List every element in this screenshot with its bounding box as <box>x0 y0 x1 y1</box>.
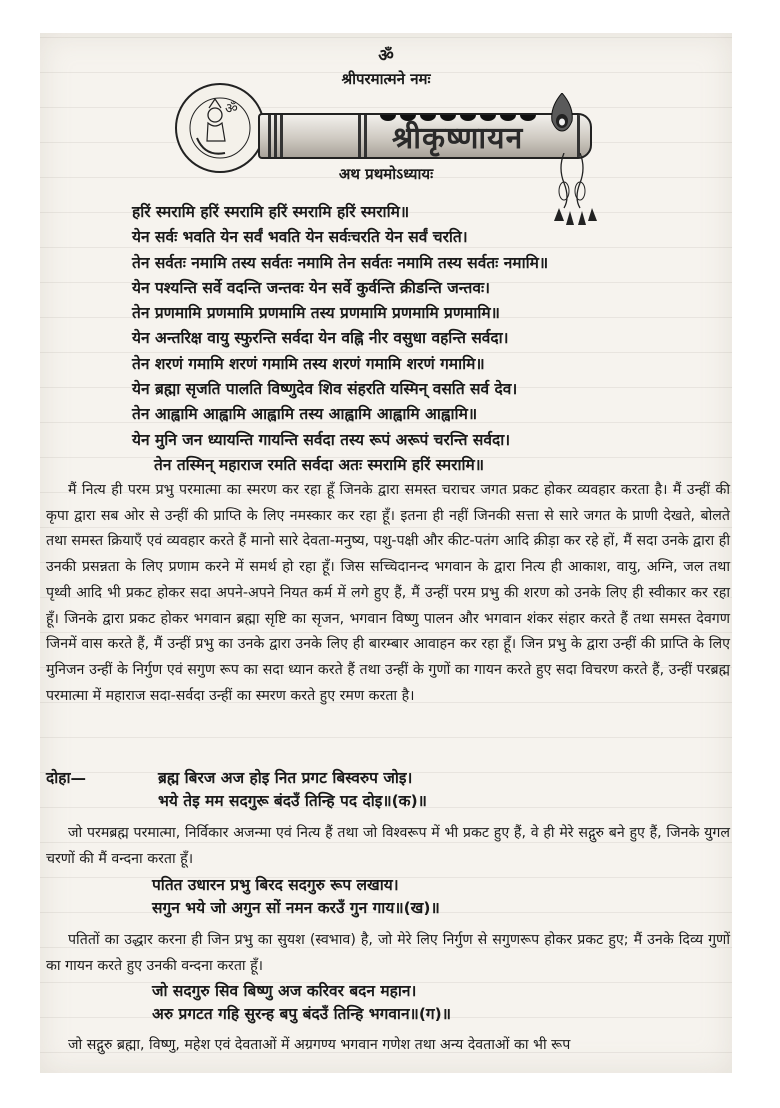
doha-kha-commentary <box>46 928 730 979</box>
doha-ka <box>46 767 726 815</box>
svg-text:ॐ: ॐ <box>225 101 238 117</box>
verse-line: तेन आह्वामि आह्वामि आह्वामि तस्य आह्वामि आह्वामि आह्वामि॥ <box>132 405 478 424</box>
chapter-heading: अथ प्रथमोऽध्यायः <box>338 165 434 183</box>
doha-ka-commentary <box>46 821 730 872</box>
peacock-feather-icon <box>548 93 576 133</box>
sanskrit-verse <box>132 200 692 478</box>
verse-line: तेन सर्वतः नमामि तस्य सर्वतः नमामि तेन सर्वतः नमामि तस्य सर्वतः नमामि॥ <box>132 253 549 272</box>
verse-line: तेन तस्मिन् महाराज रमति सर्वदा अतः स्मरामि हरिं स्मरामि॥ <box>154 455 485 474</box>
verse-line: तेन शरणं गमामि शरणं गमामि तस्य शरणं गमामि शरणं गमामि॥ <box>132 354 485 373</box>
doha-line: ब्रह्म बिरज अज होइ नित प्रगट बिस्वरुप जोइ। <box>158 769 413 787</box>
verse-line: येन पश्यन्ति सर्वे वदन्ति जन्तवः येन सर्वे कुर्वन्ति क्रीडन्ति जन्तवः। <box>132 278 490 297</box>
verse-commentary <box>46 478 730 709</box>
verse-line: येन मुनि जन ध्यायन्ति गायन्ति सर्वदा तस्य रूपं अरूपं चरन्ति सर्वदा। <box>132 430 511 449</box>
doha-line: जो सदगुरु सिव बिष्णु अज करिवर बदन महान। <box>152 982 417 1000</box>
commentary-paragraph: पतितों का उद्धार करना ही जिन प्रभु का सुयश (स्वभाव) है, जो मेरे लिए निर्गुण से सगुणरूप होकर प्रकट हुए; मैं उनके दिव्य गुणों का गायन करते हुए उनकी वन्दना करता हूँ। <box>46 932 730 974</box>
doha-kha <box>152 874 440 920</box>
doha-label: दोहा— <box>46 769 86 787</box>
doha-line: सगुन भये जो अगुन सों नमन करउँ गुन गाय॥(ख)॥ <box>152 899 440 917</box>
verse-line: येन सर्वः भवति येन सर्वं भवति येन सर्वःचरति येन सर्वं चरति। <box>132 228 468 247</box>
doha-line: भये तेइ मम सदगुरू बंदउँ तिन्हि पद दोइ॥(क)॥ <box>158 792 427 810</box>
commentary-paragraph: जो परमब्रह्म परमात्मा, निर्विकार अजन्मा एवं नित्य हैं तथा जो विश्वरूप में भी प्रकट हुए हैं, वे ही मेरे सद्गुरु बने हुए हैं, जिनके युगल चरणों की मैं वन्दना करता हूँ। <box>46 825 730 867</box>
commentary-paragraph: मैं नित्य ही परम प्रभु परमात्मा का स्मरण कर रहा हूँ जिनके द्वारा समस्त चराचर जगत प्रकट होकर व्यवहार करता है। मैं उन्हीं की कृपा द्वारा सब ओर से उन्हीं की प्राप्ति के लिए नमस्कार कर रहा हूँ। इतना ही नहीं जिनकी सत्ता से सारे जगत के प्राणी देखते, बोलते तथा समस्त क्रियाएँ एवं व्यवहार करते हैं मानो सारे देवता-मनुष्य, पशु-पक्षी और कीट-पतंग आदि क्रीड़ा कर रहे हों, मैं सदा उनके द्वारा ही उनकी प्रसन्नता के लिए प्रणाम करने में समर्थ हो रहा हूँ। जिस सच्चिदानन्द भगवान के द्वारा नित्य ही आकाश, वायु, अग्नि, जल तथा पृथ्वी आदि भी प्रकट होकर सदा अपने-अपने नियत कर्म में लगे हुए हैं, मैं उन्हीं परम प्रभु की शरण को उनके लिए ही स्वीकार कर रहा हूँ। जिनके द्वारा प्रकट होकर भगवान ब्रह्मा सृष्टि का सृजन, भगवान विष्णु पालन और भगवान शंकर संहार करते हैं तथा समस्त देवगण जिनमें वास करते हैं, मैं उन्हीं प्रभु का उनके द्वारा उनके लिए ही बारम्बार आवाहन कर रहा हूँ। जिन प्रभु के द्वारा उन्हीं की प्राप्ति के लिए मुनिजन उन्हीं के निर्गुण एवं सगुण रूप का सदा ध्यान करते हैं तथा उन्हीं के गुणों का गायन करते हुए सदा विचरण करते हैं, उन्हीं परब्रह्म परमात्मा में महाराज सदा-सर्वदा उन्हीं का स्मरण करते हुए रमण करता है। <box>46 482 730 704</box>
book-title: श्रीकृष्णायन <box>392 121 524 156</box>
verse-line: येन अन्तरिक्ष वायु स्फुरन्ति सर्वदा येन वह्नि नीर वसुधा वहन्ति सर्वदा। <box>132 329 509 348</box>
flute-banner <box>258 113 592 159</box>
doha-ga-commentary <box>46 1033 730 1059</box>
krishna-medallion-icon <box>175 83 265 173</box>
verse-line: हरिं स्मरामि हरिं स्मरामि हरिं स्मरामि हरिं स्मरामि॥ <box>132 203 410 221</box>
verse-line: येन ब्रह्मा सृजति पालति विष्णुदेव शिव संहरति यस्मिन् वसति सर्व देव। <box>132 380 518 399</box>
doha-line: पतित उधारन प्रभु बिरद सदगुरु रूप लखाय। <box>152 876 399 894</box>
commentary-paragraph: जो सद्गुरु ब्रह्मा, विष्णु, महेश एवं देवताओं में अग्रगण्य भगवान गणेश तथा अन्य देवताओं का भी रूप <box>68 1037 571 1053</box>
om-symbol: ॐ <box>378 46 394 66</box>
doha-line: अरु प्रगटत गहि सुरन्ह बपु बंदउँ तिन्हि भगवान॥(ग)॥ <box>152 1005 452 1023</box>
verse-line: तेन प्रणमामि प्रणमामि प्रणमामि तस्य प्रणमामि प्रणमामि प्रणमामि॥ <box>132 304 500 323</box>
doha-ga <box>152 980 451 1026</box>
invocation-heading: श्रीपरमात्मने नमः <box>341 70 431 88</box>
book-page <box>40 33 732 1073</box>
